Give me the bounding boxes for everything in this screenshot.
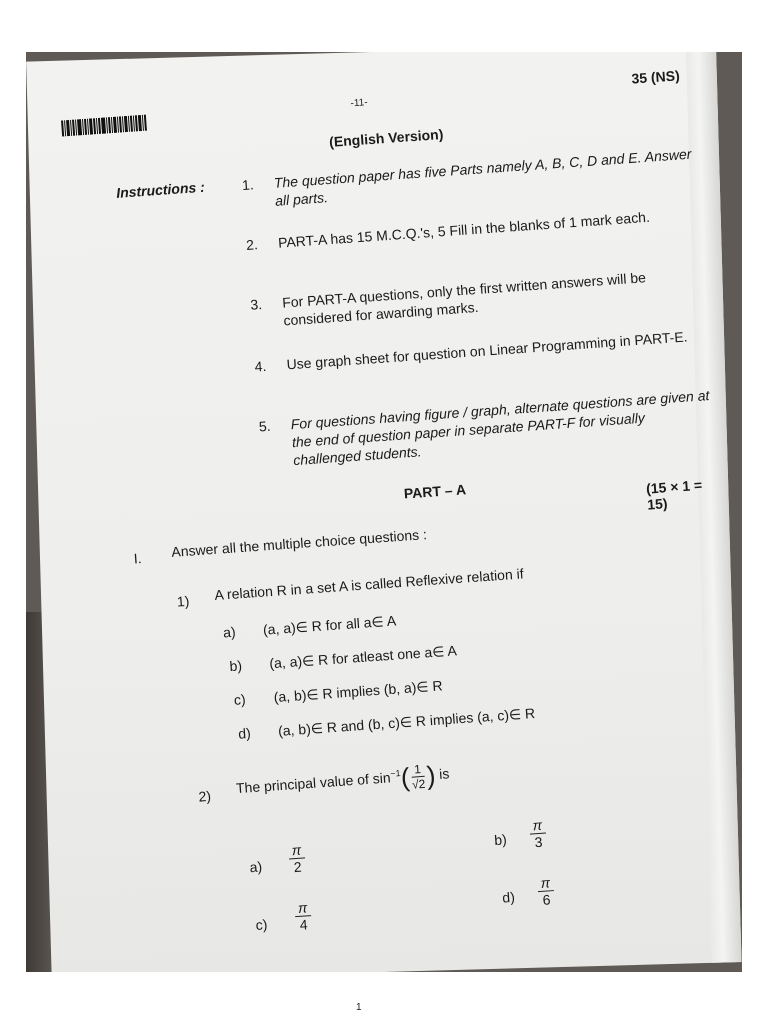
document-photo	[26, 52, 742, 972]
version-title: (English Version)	[328, 125, 444, 150]
fraction: $\frac{1}{√2}$	[411, 762, 426, 792]
option-a: a) (a, a)∈ R for all a∈ A	[222, 612, 397, 641]
question-text: A relation R in a set A is called Reflexive relation if	[213, 565, 525, 604]
barcode-icon	[61, 114, 162, 137]
option-d: d) (a, b)∈ R and (b, c)∈ R implies (a, c)∈ R	[237, 704, 536, 742]
paper-code: 35 (NS)	[630, 67, 681, 87]
part-a-title: PART – A	[403, 481, 467, 502]
section-instruction: Answer all the multiple choice questions :	[170, 526, 428, 560]
option-b: b)	[493, 831, 508, 849]
option-c: c) (a, b)∈ R implies (b, a)∈ R	[233, 677, 444, 708]
section-marks: (15 × 1 = 15)	[645, 476, 703, 513]
option-d: d)	[501, 888, 516, 906]
question-number: 1)	[176, 592, 190, 610]
sheet-content: -11- 35 (NS) (English Version) Instructions : 1. The question paper has five Parts namely A, B, C, D and E. Answer all parts. 2. PART-A has 15 M.C.Q.'s, 5 Fill in the blanks of 1 mark each. 3. For PART-A questions, only the first written answers will be considered for awarding marks. 4. Use graph sheet for question on Linear Programming in PART-E. 5. For questions having figure / graph, alternate questions are given at the end of question paper in separate PART-F for visually challenged students. PART – A (15 × 1 = 15) I. Answer all the multiple choice questions : 1) A relation R in a set A is called Reflexive relation if a) (a, a)∈ R for all a∈ A b) (a, a)∈ R for atleast one a∈ A c) (a, b)∈ R implies (b, a)∈ R d) (a, b)∈ R and (b, c)∈ R implies (a, c)∈ R 2) The principal value of $\sin^{-1}$( $\frac{1}{√2}$ ) is a) $\frac{\pi}{2}$ b) $\frac{\pi}{3}$ c) $\frac{\pi}{4}$ d) $\frac{\pi}{6}$	[57, 52, 742, 969]
section-number: I.	[133, 550, 143, 567]
paper-sheet	[26, 52, 741, 972]
question-number: 2)	[197, 787, 212, 805]
option-b: b) (a, a)∈ R for atleast one a∈ A	[228, 642, 458, 675]
question-text: The principal value of $\sin^{-1}$( $\frac{1}{√2}$ ) is	[235, 760, 450, 797]
instructions-label: Instructions :	[115, 178, 206, 201]
option-a: a)	[249, 858, 263, 876]
fraction: $\frac{\pi}{3}$	[529, 817, 547, 851]
page-number: -11-	[350, 97, 368, 110]
fraction: $\frac{\pi}{4}$	[294, 899, 312, 933]
option-c: c)	[255, 916, 268, 933]
fraction: $\frac{\pi}{6}$	[537, 874, 555, 908]
fraction: $\frac{\pi}{2}$	[288, 841, 306, 875]
footer-page-number: 1	[356, 1002, 362, 1013]
